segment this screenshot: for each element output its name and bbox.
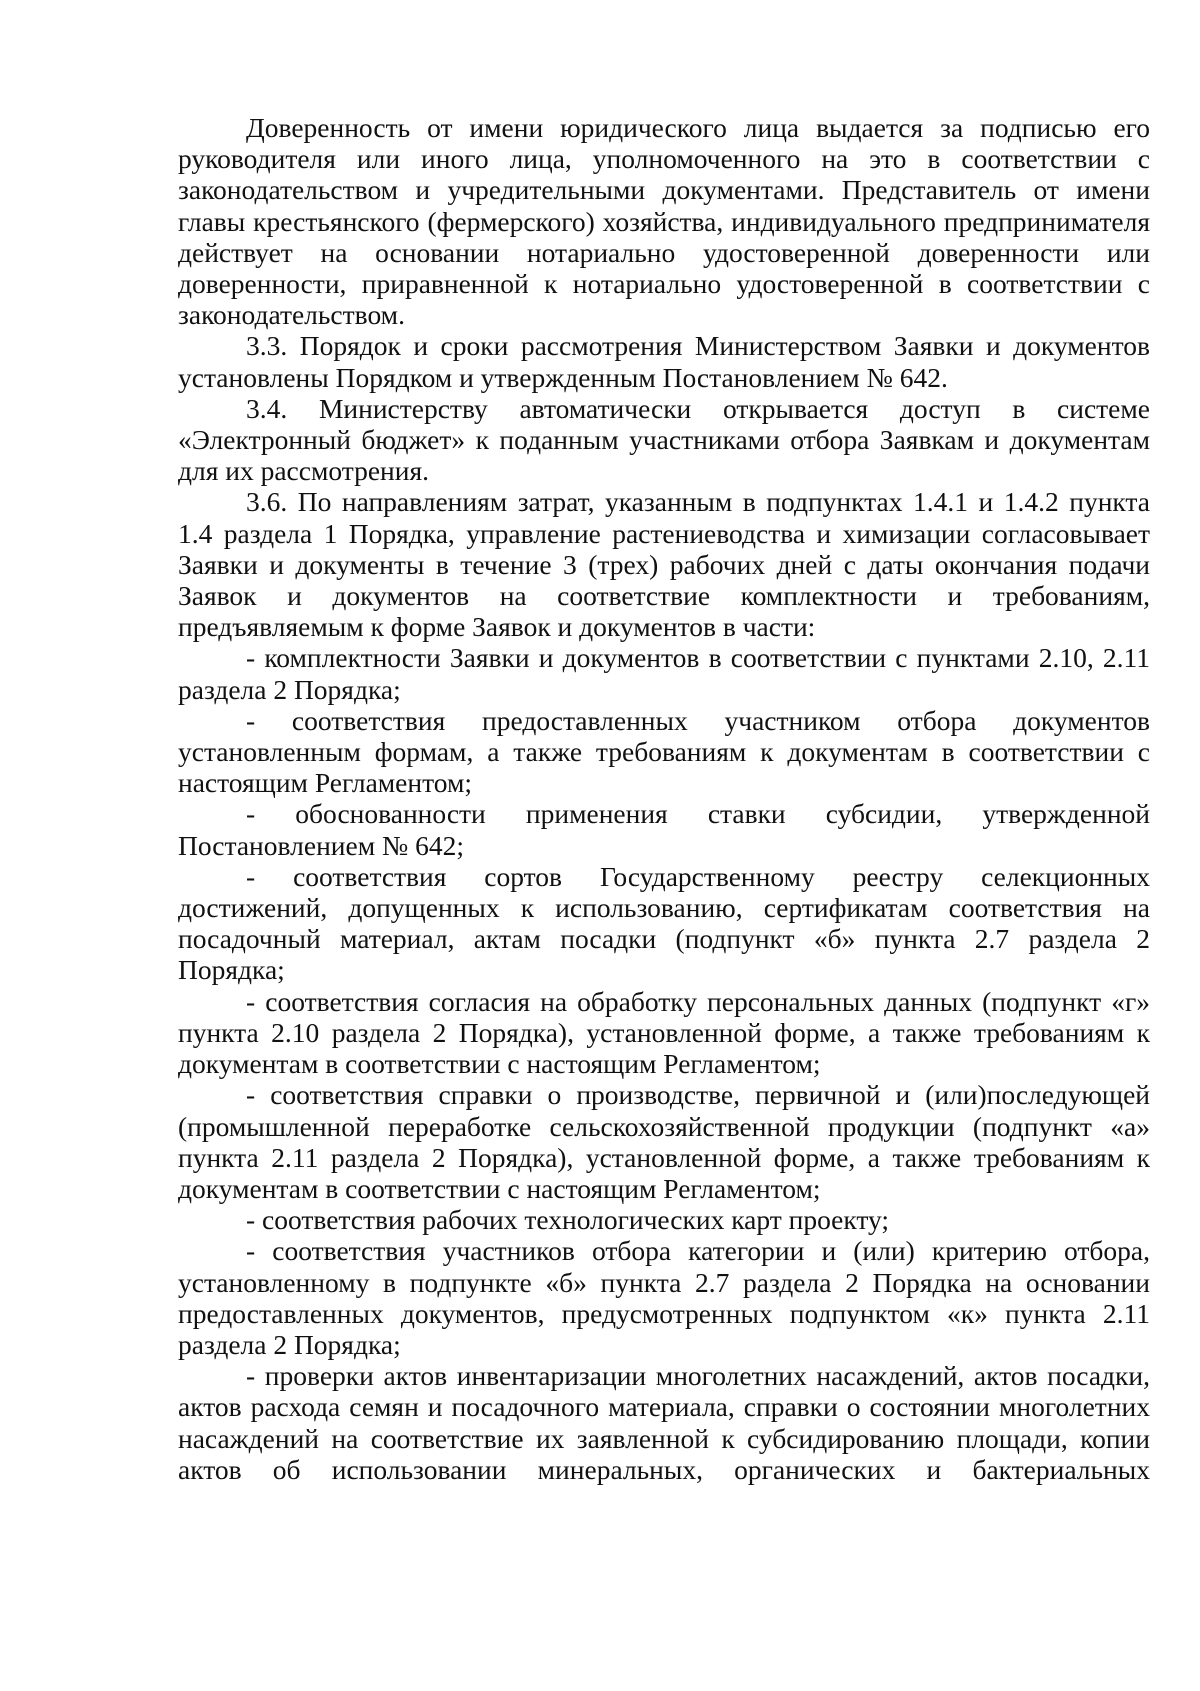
list-item-personal-data-consent: - соответствия согласия на обработку персональных данных (подпункт «г» пункта 2.10 раздела 2 Порядка), установленной форме, а также требованиям к документам в соответствии с настоящим Регламентом;: [178, 985, 1150, 1080]
list-item-production-certificate: - соответствия справки о производстве, первичной и (или)последующей (промышленной переработке сельскохозяйственной продукции (подпункт «а» пункта 2.11 раздела 2 Порядка), установленной форме, а также требованиям к документам в соответствии с настоящим Регламентом;: [178, 1079, 1150, 1204]
list-item-inventory-acts: - проверки актов инвентаризации многолетних насаждений, актов посадки, актов расхода семян и посадочного материала, справки о состоянии многолетних насаждений на соответствие их заявленной к субсидированию площади, копии актов об использовании минеральных, органических и бактериальных: [178, 1360, 1150, 1485]
paragraph-3-4: 3.4. Министерству автоматически открывается доступ в системе «Электронный бюджет» к поданным участниками отбора Заявкам и документам для их рассмотрения.: [178, 392, 1150, 487]
list-item-varieties-register: - соответствия сортов Государственному реестру селекционных достижений, допущенных к использованию, сертификатам соответствия на посадочный материал, актам посадки (подпункт «б» пункта 2.7 раздела 2 Порядка;: [178, 860, 1150, 986]
list-item-completeness: - комплектности Заявки и документов в соответствии с пунктами 2.10, 2.11 раздела 2 Порядка;: [178, 642, 1150, 705]
paragraph-3-6: 3.6. По направлениям затрат, указанным в подпунктах 1.4.1 и 1.4.2 пункта 1.4 раздела 1 Порядка, управление растениеводства и химизации согласовывает Заявки и документы в течение 3 (трех) рабочих дней с даты окончания подачи Заявок и документов на соответствие комплектности и требованиям, предъявляемым к форме Заявок и документов в части:: [178, 486, 1150, 643]
list-item-selection-criteria: - соответствия участников отбора категории и (или) критерию отбора, установленному в подпункте «б» пункта 2.7 раздела 2 Порядка на основании предоставленных документов, предусмотренных подпунктом «к» пункта 2.11 раздела 2 Порядка;: [178, 1235, 1150, 1360]
document-page: [178, 112, 1150, 1485]
list-item-technology-maps: - соответствия рабочих технологических карт проекту;: [246, 1204, 890, 1236]
list-item-subsidy-rate: - обоснованности применения ставки субсидии, утвержденной Постановлением № 642;: [178, 798, 1150, 861]
list-item-forms-compliance: - соответствия предоставленных участником отбора документов установленным формам, а также требованиям к документам в соответствии с настоящим Регламентом;: [178, 704, 1150, 799]
paragraph-power-of-attorney: Доверенность от имени юридического лица выдается за подписью его руководителя или иного лица, уполномоченного на это в соответствии с законодательством и учредительными документами. Представитель от имени главы крестьянского (фермерского) хозяйства, индивидуального предпринимателя действует на основании нотариально удостоверенной доверенности или доверенности, приравненной к нотариально удостоверенной в соответствии с законодательством.: [178, 112, 1150, 331]
paragraph-3-3: 3.3. Порядок и сроки рассмотрения Министерством Заявки и документов установлены Порядком и утвержденным Постановлением № 642.: [178, 330, 1150, 393]
